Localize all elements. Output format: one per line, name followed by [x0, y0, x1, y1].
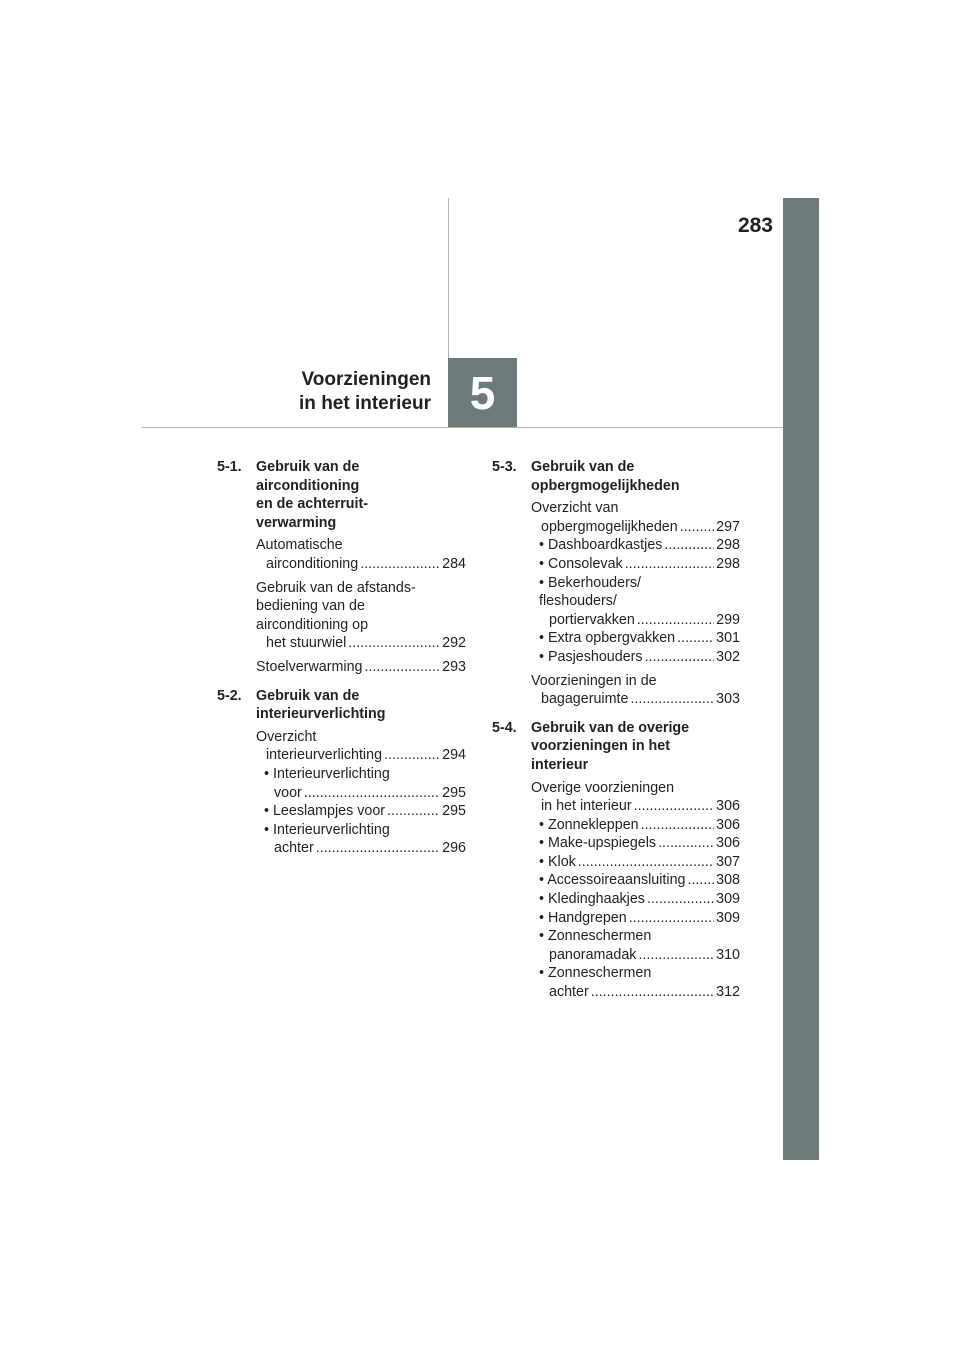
toc-sub-entry: [531, 927, 740, 964]
toc-section: [217, 687, 466, 858]
entry-page-number: 308: [716, 872, 740, 889]
entry-last-line: [539, 871, 740, 890]
entry-page-number: 306: [716, 835, 740, 852]
entry-text: • Klok: [539, 853, 576, 870]
entry-text-line: Automatische: [256, 537, 343, 554]
entry-page-number: 301: [716, 630, 740, 647]
entry-text: bagageruimte: [541, 691, 629, 708]
entry-text: • Consolevak: [539, 555, 623, 572]
dot-leader: [625, 555, 714, 574]
entry-text: • Kledinghaakjes: [539, 891, 645, 908]
entry-text: • Dashboardkastjes: [539, 537, 663, 554]
dot-leader: [677, 629, 714, 648]
toc-section: [217, 458, 466, 677]
dot-leader: [591, 983, 714, 1002]
section-title: [256, 458, 466, 532]
dot-leader: [687, 871, 714, 890]
entry-last-line: [539, 555, 740, 574]
toc-sub-entry: [531, 853, 740, 872]
entry-page-number: 298: [716, 555, 740, 572]
entry-last-line: [256, 634, 466, 653]
entry-text: • Make-upspiegels: [539, 835, 657, 852]
entry-text-line: Gebruik van de afstands-: [256, 579, 416, 596]
entry-text-line: • Interieurverlichting: [264, 821, 390, 838]
toc-sub-entry: [531, 629, 740, 648]
page-number: 283: [737, 214, 773, 237]
entry-text: interieurverlichting: [266, 747, 383, 764]
entry-page-number: 307: [716, 853, 740, 870]
toc-entry: [531, 672, 740, 709]
entry-last-line: [539, 909, 740, 928]
toc-sub-entry: [531, 909, 740, 928]
section-number: 5-2.: [217, 687, 242, 704]
section-title-line: Gebruik van de: [256, 687, 360, 704]
dot-leader: [578, 853, 714, 872]
toc-entry: [256, 579, 466, 653]
toc-sub-entry: [256, 765, 466, 802]
entry-text: • Pasjeshouders: [539, 648, 643, 665]
dot-leader: [360, 555, 440, 574]
vertical-rule: [448, 198, 449, 358]
entry-last-line: [539, 890, 740, 909]
entry-page-number: 309: [716, 909, 740, 926]
entry-page-number: 295: [442, 784, 466, 801]
dot-leader: [304, 784, 440, 803]
dot-leader: [387, 802, 440, 821]
toc-column-left: [217, 458, 466, 868]
toc-entry: [531, 779, 740, 816]
entry-last-line: [264, 784, 466, 803]
entry-page-number: 309: [716, 891, 740, 908]
section-number: 5-1.: [217, 459, 242, 475]
entry-text: in het interieur: [541, 798, 632, 815]
chapter-title-line: Voorzieningen: [301, 369, 431, 390]
entry-text-line: Overzicht van: [531, 500, 619, 517]
entry-text: • Handgrepen: [539, 909, 627, 926]
section-heading: [217, 687, 466, 724]
toc-entry: [256, 658, 466, 677]
entry-last-line: [539, 611, 740, 630]
section-number: 5-4.: [492, 719, 517, 736]
entry-text: het stuurwiel: [266, 635, 347, 652]
horizontal-rule: [142, 427, 783, 428]
dot-leader: [680, 518, 714, 537]
dot-leader: [664, 536, 714, 555]
section-title-line: verwarming: [256, 514, 337, 531]
entry-page-number: 303: [716, 691, 740, 708]
entry-page-number: 299: [716, 611, 740, 628]
entry-last-line: [539, 648, 740, 667]
entry-page-number: 296: [442, 840, 466, 857]
entry-text-line: fleshouders/: [539, 593, 617, 610]
entry-text-line: bediening van de: [256, 598, 365, 615]
section-title-line: Gebruik van de: [256, 459, 360, 475]
entry-last-line: [539, 853, 740, 872]
entry-text-line: Overige voorzieningen: [531, 779, 675, 796]
entry-page-number: 306: [716, 798, 740, 815]
entry-page-number: 292: [442, 635, 466, 652]
entry-last-line: [539, 629, 740, 648]
section-entries: [492, 499, 740, 709]
toc-sub-entry: [531, 648, 740, 667]
toc-section: [492, 458, 740, 709]
entry-page-number: 302: [716, 648, 740, 665]
entry-text: portiervakken: [549, 611, 635, 628]
entry-last-line: [256, 555, 466, 574]
dot-leader: [348, 634, 440, 653]
toc-sub-entry: [256, 821, 466, 858]
entry-text: panoramadak: [549, 946, 637, 963]
entry-last-line: [531, 690, 740, 709]
toc-sub-entry: [531, 834, 740, 853]
entry-last-line: [264, 839, 466, 858]
toc-entry: [256, 536, 466, 573]
entry-text-line: Voorzieningen in de: [531, 672, 657, 689]
dot-leader: [634, 797, 715, 816]
section-heading: [217, 458, 466, 532]
dot-leader: [645, 648, 715, 667]
section-entries: [217, 536, 466, 676]
entry-last-line: [539, 983, 740, 1002]
entry-last-line: [264, 802, 466, 821]
dot-leader: [629, 909, 714, 928]
dot-leader: [364, 658, 440, 677]
toc-entry: [256, 728, 466, 765]
toc-column-right: [492, 458, 740, 1012]
toc-sub-entry: [531, 574, 740, 630]
toc-sub-entry: [256, 802, 466, 821]
entry-page-number: 310: [716, 946, 740, 963]
section-title: [256, 687, 466, 724]
entry-page-number: 298: [716, 537, 740, 554]
entry-text-line: • Interieurverlichting: [264, 765, 390, 782]
dot-leader: [630, 690, 714, 709]
toc-section: [492, 719, 740, 1002]
section-number: 5-3.: [492, 459, 517, 475]
section-title-line: Gebruik van de: [531, 459, 635, 475]
section-entries: [217, 728, 466, 858]
dot-leader: [637, 611, 714, 630]
entry-page-number: 306: [716, 816, 740, 833]
chapter-title: [299, 368, 431, 416]
section-heading: [492, 719, 740, 775]
entry-text-line: airconditioning op: [256, 616, 369, 633]
entry-text: • Accessoireaansluiting: [539, 872, 686, 889]
toc-entry: [531, 499, 740, 536]
entry-last-line: [531, 518, 740, 537]
entry-last-line: [539, 834, 740, 853]
toc-sub-entry: [531, 871, 740, 890]
chapter-title-line: in het interieur: [299, 393, 431, 414]
entry-last-line: [539, 816, 740, 835]
entry-text: achter: [549, 984, 589, 1001]
entry-last-line: [256, 746, 466, 765]
entry-text: airconditioning: [266, 555, 359, 572]
entry-text-line: • Bekerhouders/: [539, 574, 641, 591]
section-title-line: opbergmogelijkheden: [531, 477, 680, 494]
dot-leader: [647, 890, 714, 909]
entry-text: • Leeslampjes voor: [264, 803, 386, 820]
entry-text: voor: [274, 784, 302, 801]
dot-leader: [658, 834, 714, 853]
toc-sub-entry: [531, 536, 740, 555]
section-title-line: Gebruik van de overige: [531, 719, 690, 736]
entry-last-line: [256, 658, 466, 677]
section-title-line: voorzieningen in het: [531, 738, 671, 755]
section-title: [531, 719, 740, 775]
entry-text-line: Overzicht: [256, 728, 317, 745]
section-title: [531, 458, 740, 495]
section-title-line: interieurverlichting: [256, 706, 386, 723]
entry-last-line: [539, 946, 740, 965]
toc-sub-entry: [531, 555, 740, 574]
toc-sub-entry: [531, 964, 740, 1001]
entry-page-number: 312: [716, 984, 740, 1001]
section-title-line: interieur: [531, 756, 589, 773]
entry-page-number: 294: [442, 747, 466, 764]
entry-text: • Zonnekleppen: [539, 816, 639, 833]
entry-text: opbergmogelijkheden: [541, 518, 678, 535]
section-entries: [492, 779, 740, 1002]
dot-leader: [638, 946, 714, 965]
entry-last-line: [539, 536, 740, 555]
chapter-side-tab: [783, 198, 819, 1160]
section-title-line: en de achterruit-: [256, 496, 369, 513]
toc-sub-entry: [531, 816, 740, 835]
entry-text-line: • Zonneschermen: [539, 928, 652, 945]
dot-leader: [384, 746, 440, 765]
entry-text-line: • Zonneschermen: [539, 965, 652, 982]
entry-text: Stoelverwarming: [256, 658, 363, 675]
entry-last-line: [531, 797, 740, 816]
chapter-number-box: 5: [448, 358, 517, 427]
section-title-line: airconditioning: [256, 477, 360, 494]
section-heading: [492, 458, 740, 495]
toc-sub-entry: [531, 890, 740, 909]
entry-text: achter: [274, 840, 314, 857]
entry-page-number: 284: [442, 555, 466, 572]
dot-leader: [641, 816, 715, 835]
dot-leader: [316, 839, 440, 858]
entry-text: • Extra opbergvakken: [539, 630, 676, 647]
entry-page-number: 293: [442, 658, 466, 675]
entry-page-number: 297: [716, 518, 740, 535]
entry-page-number: 295: [442, 803, 466, 820]
